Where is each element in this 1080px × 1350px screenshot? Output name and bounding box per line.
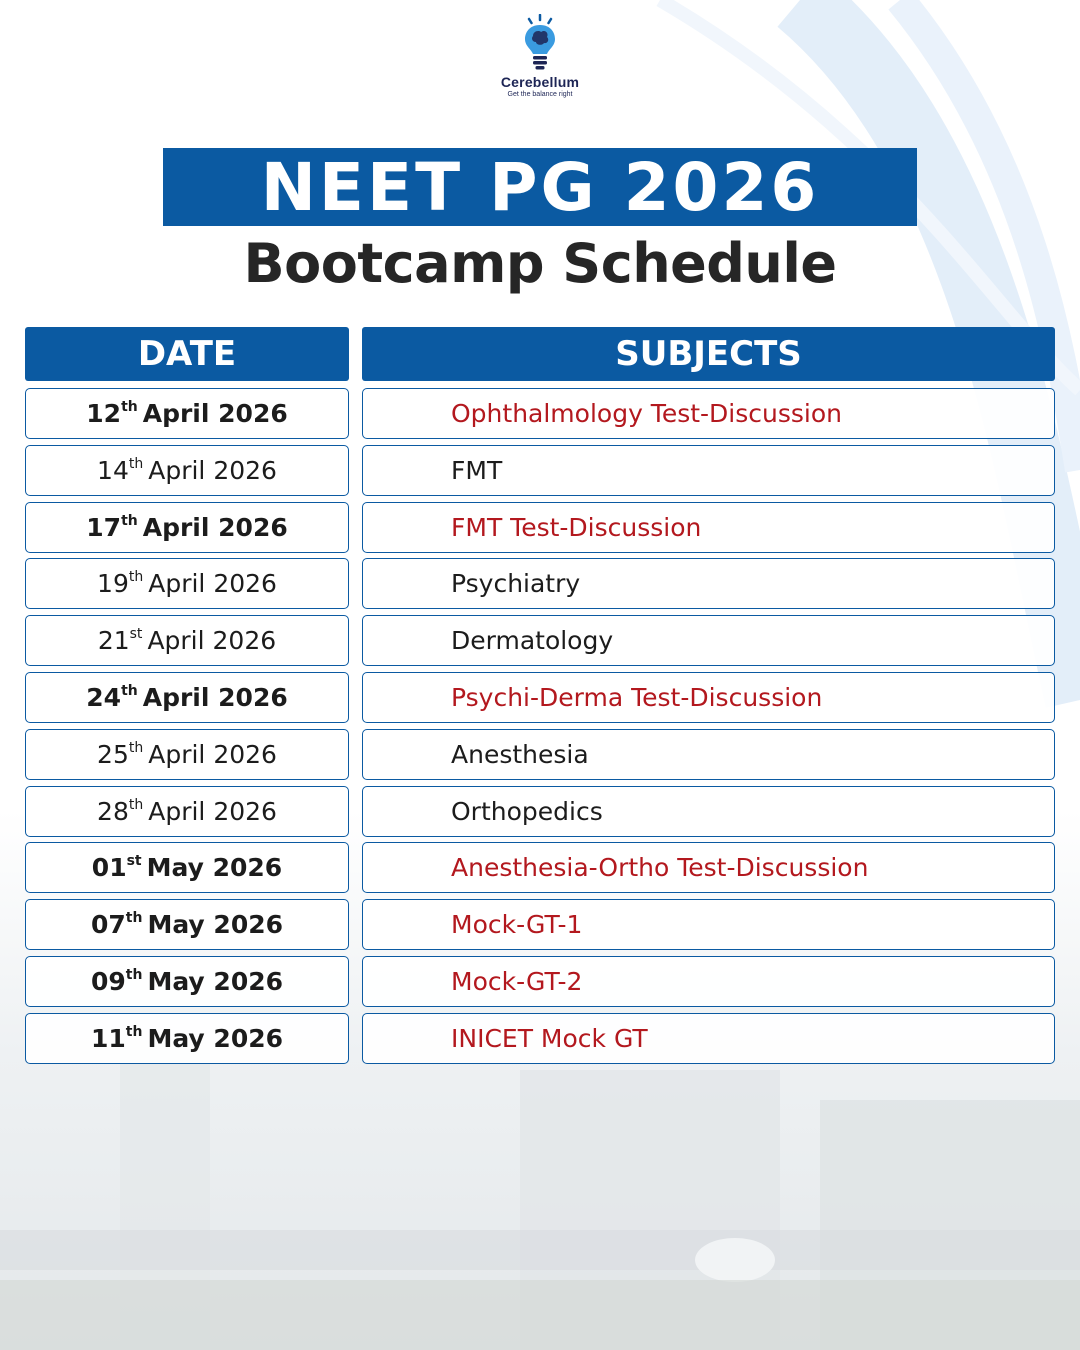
date-text (92, 853, 282, 882)
date-cell (25, 956, 349, 1007)
date-day: 12 (86, 399, 122, 428)
date-cell (25, 786, 349, 837)
brand-name: Cerebellum (500, 74, 580, 90)
date-month-year: April 2026 (147, 626, 277, 656)
page-subtitle: Bootcamp Schedule (243, 232, 837, 295)
lightbulb-brain-icon (520, 14, 560, 72)
date-cell (25, 502, 349, 553)
date-cell (25, 899, 349, 950)
date-text (98, 626, 276, 655)
date-ordinal-suffix: th (125, 910, 143, 927)
date-month-year: April 2026 (148, 739, 277, 769)
date-text (91, 967, 283, 996)
subject-cell (362, 956, 1055, 1007)
date-day: 07 (90, 910, 126, 940)
subject-text: Mock-GT-1 (451, 910, 583, 940)
subject-cell (362, 786, 1055, 837)
date-month-year: May 2026 (147, 1023, 284, 1053)
date-cell (25, 558, 349, 609)
subject-text: Dermatology (451, 626, 614, 656)
date-ordinal-suffix: th (128, 739, 144, 756)
date-ordinal-suffix: st (129, 626, 143, 643)
subject-cell (362, 388, 1055, 439)
brand-logo (490, 14, 590, 98)
subject-text: Mock-GT-2 (451, 966, 583, 996)
table-row (0, 388, 1080, 439)
date-month-year: April 2026 (148, 455, 277, 485)
date-text (97, 797, 277, 826)
table-row (0, 899, 1080, 950)
date-cell (25, 842, 349, 893)
date-day: 14 (97, 455, 129, 485)
date-cell (25, 729, 349, 780)
date-day: 11 (90, 1023, 126, 1053)
subject-cell (362, 729, 1055, 780)
subject-text: INICET Mock GT (451, 1023, 648, 1053)
date-text (97, 569, 277, 598)
date-month-year: May 2026 (147, 910, 284, 940)
table-row (0, 729, 1080, 780)
date-text (91, 910, 283, 939)
date-column-header: DATE (25, 327, 349, 381)
date-ordinal-suffix: th (128, 455, 144, 472)
date-day: 21 (97, 626, 130, 656)
date-cell (25, 672, 349, 723)
date-day: 09 (90, 966, 126, 996)
date-month-year: April 2026 (142, 512, 288, 542)
subjects-column-header: SUBJECTS (362, 327, 1055, 381)
date-text (97, 740, 277, 769)
date-ordinal-suffix: th (121, 399, 138, 415)
subject-text: Psychi-Derma Test-Discussion (451, 682, 823, 712)
subject-cell (362, 842, 1055, 893)
subject-cell (362, 672, 1055, 723)
subject-cell (362, 899, 1055, 950)
schedule-table (0, 388, 1080, 1070)
date-day: 01 (91, 853, 127, 883)
date-cell (25, 615, 349, 666)
date-ordinal-suffix: st (126, 853, 142, 870)
date-ordinal-suffix: th (128, 569, 144, 586)
page-title: NEET PG 2026 (163, 148, 917, 226)
subject-cell (362, 502, 1055, 553)
date-ordinal-suffix: th (121, 512, 138, 529)
table-row (0, 558, 1080, 609)
date-day: 24 (86, 682, 122, 712)
date-cell (25, 445, 349, 496)
subject-cell (362, 615, 1055, 666)
table-row (0, 502, 1080, 553)
date-text (91, 1024, 283, 1053)
date-cell (25, 1013, 349, 1064)
subject-text: Psychiatry (451, 569, 581, 599)
date-month-year: April 2026 (148, 796, 277, 826)
subject-cell (362, 558, 1055, 609)
table-row (0, 615, 1080, 666)
date-ordinal-suffix: th (128, 796, 144, 813)
date-ordinal-suffix: th (121, 682, 138, 699)
date-day: 28 (97, 796, 129, 826)
subject-text: Ophthalmology Test-Discussion (451, 399, 843, 428)
date-month-year: April 2026 (142, 682, 288, 712)
date-ordinal-suffix: th (125, 966, 143, 983)
subject-text: FMT Test-Discussion (451, 512, 702, 542)
date-month-year: May 2026 (147, 966, 284, 996)
date-day: 17 (86, 512, 122, 542)
table-row (0, 842, 1080, 893)
date-text (86, 399, 287, 428)
date-day: 25 (97, 739, 129, 769)
date-month-year: April 2026 (148, 569, 277, 599)
date-text (86, 683, 287, 712)
date-cell (25, 388, 349, 439)
date-ordinal-suffix: th (125, 1023, 143, 1040)
subject-cell (362, 1013, 1055, 1064)
subject-text: Anesthesia (451, 739, 589, 769)
date-day: 19 (97, 569, 129, 599)
subject-cell (362, 445, 1055, 496)
brand-tagline: Get the balance right (507, 91, 573, 98)
date-text (97, 456, 277, 485)
date-month-year: April 2026 (142, 399, 288, 428)
subject-text: FMT (451, 455, 503, 485)
date-text (86, 513, 287, 542)
date-month-year: May 2026 (146, 853, 283, 883)
subject-text: Anesthesia-Ortho Test-Discussion (451, 853, 869, 883)
subject-text: Orthopedics (451, 796, 603, 826)
table-row (0, 786, 1080, 837)
table-row (0, 956, 1080, 1007)
table-row (0, 672, 1080, 723)
table-row (0, 445, 1080, 496)
table-row (0, 1013, 1080, 1064)
